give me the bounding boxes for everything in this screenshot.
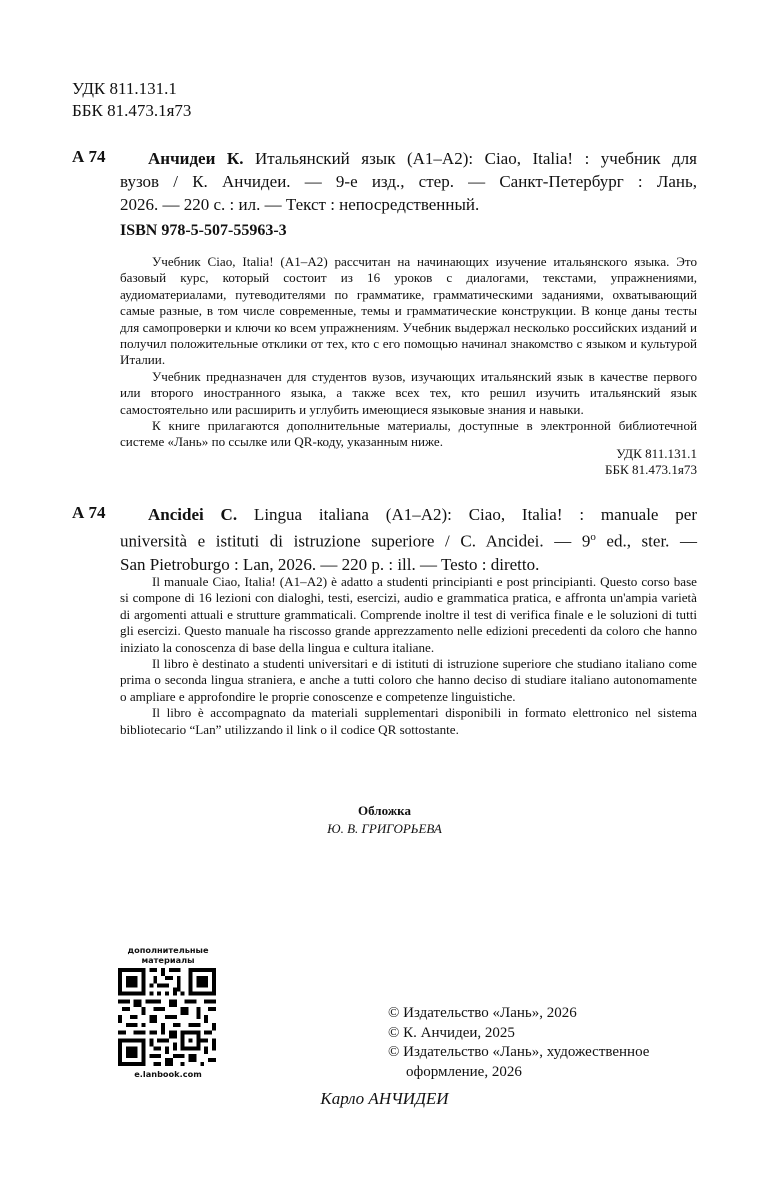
it-entry-line-2-rest: ed., ster. — <box>595 531 697 551</box>
ru-abstract <box>120 254 697 451</box>
it-catalog-code: А 74 <box>72 503 106 522</box>
it-abstract-paragraph: Il libro è accompagnato da materiali supplementari disponibili in formato elettronico nel sistema bibliotecario “Lan” utilizzando il link o il codice QR sottostante. <box>120 705 697 737</box>
ru-title: Итальянский язык (А1–А2): Ciao, Italia! : учебник для <box>243 149 697 168</box>
copyright-line: © Издательство «Лань», художественное <box>388 1044 650 1060</box>
bbk-code: ББК 81.473.1я73 <box>72 101 192 120</box>
author-name-bottom: Карло АНЧИДЕИ <box>320 1089 449 1108</box>
qr-caption-bottom[interactable]: e.lanbook.com <box>134 1069 202 1079</box>
isbn: ISBN 978-5-507-55963-3 <box>120 222 287 239</box>
cover-label: Обложка <box>358 803 411 818</box>
it-abstract-paragraph: Il manuale Ciao, Italia! (A1–A2) è adatto a studenti principianti e post principianti. Questo corso base si compone di 16 lezioni con dialoghi, testi, esercizi, audio e grammatica pratica, e affronta un'ampia varietà di argomenti attuali e strutture grammaticali. Comprende inoltre il test di verifica finale e le soluzioni di tutti gli esercizi. Questo manuale ha riscosso grande apprezzamento nelle edizioni precedenti da coloro che hanno iniziato la conoscenza di base della lingua e cultura italiane. <box>120 574 697 655</box>
classification-codes <box>72 78 191 122</box>
ru-entry-line-2: вузов / К. Анчидеи. — 9-е изд., стер. — Санкт-Петербург : Лань, <box>120 172 697 191</box>
ru-bbk: ББК 81.473.1я73 <box>605 462 697 478</box>
it-entry-line-3: San Pietroburgo : Lan, 2026. — 220 p. : ill. — Testo : diretto. <box>120 554 540 574</box>
ru-entry-continuation <box>120 170 697 216</box>
ru-entry-line-3: 2026. — 220 с. : ил. — Текст : непосредственный. <box>120 195 480 214</box>
it-abstract <box>120 574 697 738</box>
qr-caption-line-1: дополнительные <box>127 945 209 955</box>
qr-caption-top <box>112 945 224 965</box>
copyright-line: оформление, 2026 <box>406 1063 522 1080</box>
ru-abstract-paragraph: Учебник предназначен для студентов вузов, изучающих итальянский язык в качестве первого или второго иностранного языка, а также всех тех, кто решил изучить итальянский язык самостоятельно или расширить и углубить имеющиеся языковые знания и навыки. <box>120 368 697 417</box>
copyright-block <box>388 1004 708 1082</box>
it-bibliographic-entry <box>148 503 697 526</box>
ru-classification-codes <box>480 446 697 479</box>
ru-author: Анчидеи К. <box>148 149 244 168</box>
cover-designer: Ю. В. ГРИГОРЬЕВА <box>327 821 442 836</box>
qr-code-icon[interactable] <box>118 968 216 1066</box>
qr-caption-line-2: материалы <box>141 955 195 965</box>
ru-bibliographic-entry <box>148 147 697 170</box>
copyright-line: © Издательство «Лань», 2026 <box>388 1005 577 1021</box>
it-author: Ancidei C. <box>148 505 238 524</box>
it-abstract-paragraph: Il libro è destinato a studenti universitari e di istituti di istruzione superiore che studiano italiano come prima o seconda lingua straniera, e anche a tutti coloro che hanno deciso di studiare italiano autonomamente o ampliare e approfondire le proprie conoscenze e competenze linguistiche. <box>120 656 697 704</box>
it-entry-line-2-text: università e istituti di istruzione superiore / C. Ancidei. — 9 <box>120 531 591 551</box>
ru-catalog-code: А 74 <box>72 147 106 166</box>
it-entry-line-1 <box>148 503 697 526</box>
ru-abstract-paragraph: К книге прилагаются дополнительные материалы, доступные в электронной библиотечной системе «Лань» по ссылке или QR-коду, указанным ниже. <box>120 418 697 450</box>
edition-superscript: o <box>590 531 596 543</box>
it-title: Lingua italiana (A1–A2): Ciao, Italia! : manuale per <box>237 505 698 524</box>
ru-udk: УДК 811.131.1 <box>616 446 697 461</box>
it-entry-line-2 <box>120 526 697 553</box>
it-entry-continuation <box>120 526 697 576</box>
ru-abstract-paragraph: Учебник Ciao, Italia! (А1–А2) рассчитан на начинающих изучение итальянского языка. Это базовый курс, который состоит из 16 уроков с диалогами, текстами, упражнениями, аудиоматериалами, путеводителями по грамматике, грамматическими заданиями, охватывающий самые разные, в том числе современные, темы и грамматические конструкции. В конце даны тесты для самопроверки и ключи ко всем упражнениям. Учебник выдержал несколько российских изданий и получил положительные отклики от тех, кто с его помощью начинал знакомство с языком и культурой Италии. <box>120 254 697 368</box>
copyright-line: © К. Анчидеи, 2025 <box>388 1024 515 1041</box>
ru-entry-line-1 <box>148 147 697 170</box>
udk-code: УДК 811.131.1 <box>72 79 177 98</box>
